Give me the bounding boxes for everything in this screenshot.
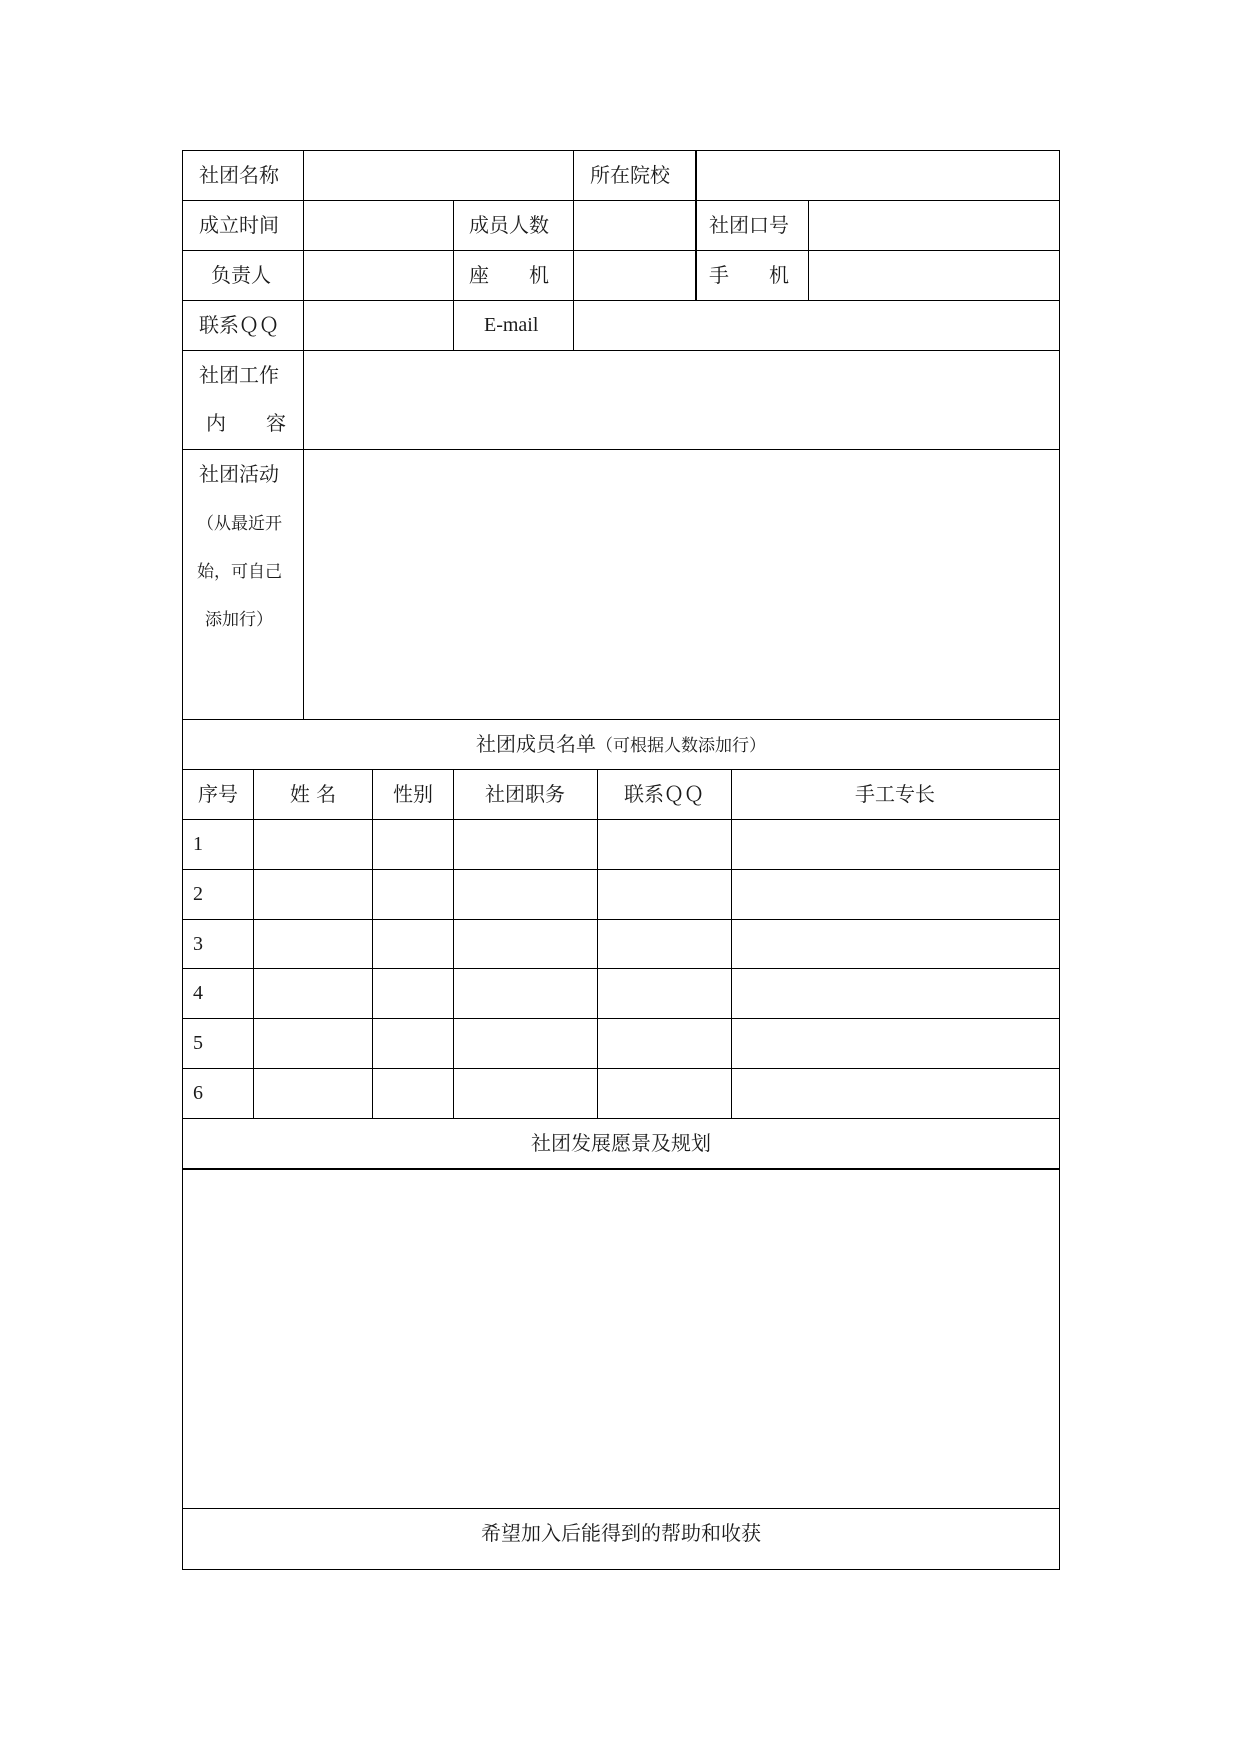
row-divider <box>182 200 1060 201</box>
activities-note-line1: （从最近开 <box>197 514 282 534</box>
contact-qq-field[interactable] <box>305 302 452 349</box>
header-gender: 性别 <box>393 782 433 806</box>
row-divider <box>182 1068 1060 1069</box>
header-specialty: 手工专长 <box>855 782 935 806</box>
row-divider <box>182 449 1060 450</box>
activities-label: 社团活动 <box>199 462 279 486</box>
work-content-label: 社团工作 <box>199 363 279 387</box>
header-index: 序号 <box>198 782 238 806</box>
row-divider <box>182 1508 1060 1509</box>
work-content-field[interactable] <box>305 352 1058 448</box>
col-divider <box>573 150 574 300</box>
row-divider <box>182 869 1060 870</box>
contact-qq-label: 联系ＱＱ <box>199 313 279 337</box>
table-row-index: 1 <box>193 833 203 855</box>
col-divider <box>372 769 373 1118</box>
work-content-label-line2: 内 容 <box>206 411 286 435</box>
mobile-label: 手 机 <box>709 263 789 287</box>
row-divider <box>182 250 1060 251</box>
members-section-title <box>476 730 766 760</box>
row-divider <box>182 769 1060 770</box>
mobile-field[interactable] <box>810 252 1058 299</box>
col-divider <box>453 769 454 1118</box>
club-name-field[interactable] <box>305 152 572 199</box>
table-row-index: 6 <box>193 1082 203 1104</box>
table-row-index: 4 <box>193 982 203 1004</box>
col-divider <box>808 200 809 300</box>
member-count-field[interactable] <box>575 202 694 249</box>
col-divider <box>303 150 304 719</box>
col-divider <box>597 769 598 1118</box>
row-divider <box>182 1118 1060 1119</box>
activities-note-line3: 添加行） <box>205 610 273 630</box>
member-count-label: 成员人数 <box>469 213 549 237</box>
row-divider <box>182 919 1060 920</box>
row-divider <box>182 819 1060 820</box>
members-title-note: （可根据人数添加行） <box>596 736 766 756</box>
col-divider <box>695 150 697 300</box>
table-row-index: 2 <box>193 883 203 905</box>
email-field[interactable] <box>575 302 1058 349</box>
col-divider <box>453 200 454 350</box>
club-name-label: 社团名称 <box>199 163 279 187</box>
col-divider <box>253 769 254 1118</box>
row-divider <box>182 1168 1060 1170</box>
email-label: E-mail <box>484 314 539 336</box>
vision-section-title: 社团发展愿景及规划 <box>531 1131 711 1155</box>
header-name: 姓 名 <box>289 782 337 806</box>
activities-field[interactable] <box>305 451 1058 718</box>
landline-field[interactable] <box>575 252 694 299</box>
header-qq: 联系ＱＱ <box>624 782 704 806</box>
col-divider <box>731 769 732 1118</box>
school-field[interactable] <box>698 152 1058 199</box>
table-row-index: 3 <box>193 933 203 955</box>
vision-field[interactable] <box>184 1171 1058 1507</box>
row-divider <box>182 350 1060 351</box>
members-title-text: 社团成员名单 <box>476 732 596 756</box>
leader-field[interactable] <box>305 252 452 299</box>
founded-field[interactable] <box>305 202 452 249</box>
school-label: 所在院校 <box>590 163 670 187</box>
slogan-label: 社团口号 <box>709 213 789 237</box>
col-divider <box>573 300 574 350</box>
activities-note-line2: 始，可自己 <box>197 562 282 582</box>
table-row-index: 5 <box>193 1032 203 1054</box>
row-divider <box>182 719 1060 720</box>
row-divider <box>182 968 1060 969</box>
landline-label: 座 机 <box>469 263 549 287</box>
leader-label: 负责人 <box>211 263 271 287</box>
founded-label: 成立时间 <box>199 213 279 237</box>
header-role: 社团职务 <box>485 782 565 806</box>
slogan-field[interactable] <box>810 202 1058 249</box>
row-divider <box>182 1018 1060 1019</box>
row-divider <box>182 300 1060 301</box>
hope-section-title: 希望加入后能得到的帮助和收获 <box>481 1521 761 1545</box>
